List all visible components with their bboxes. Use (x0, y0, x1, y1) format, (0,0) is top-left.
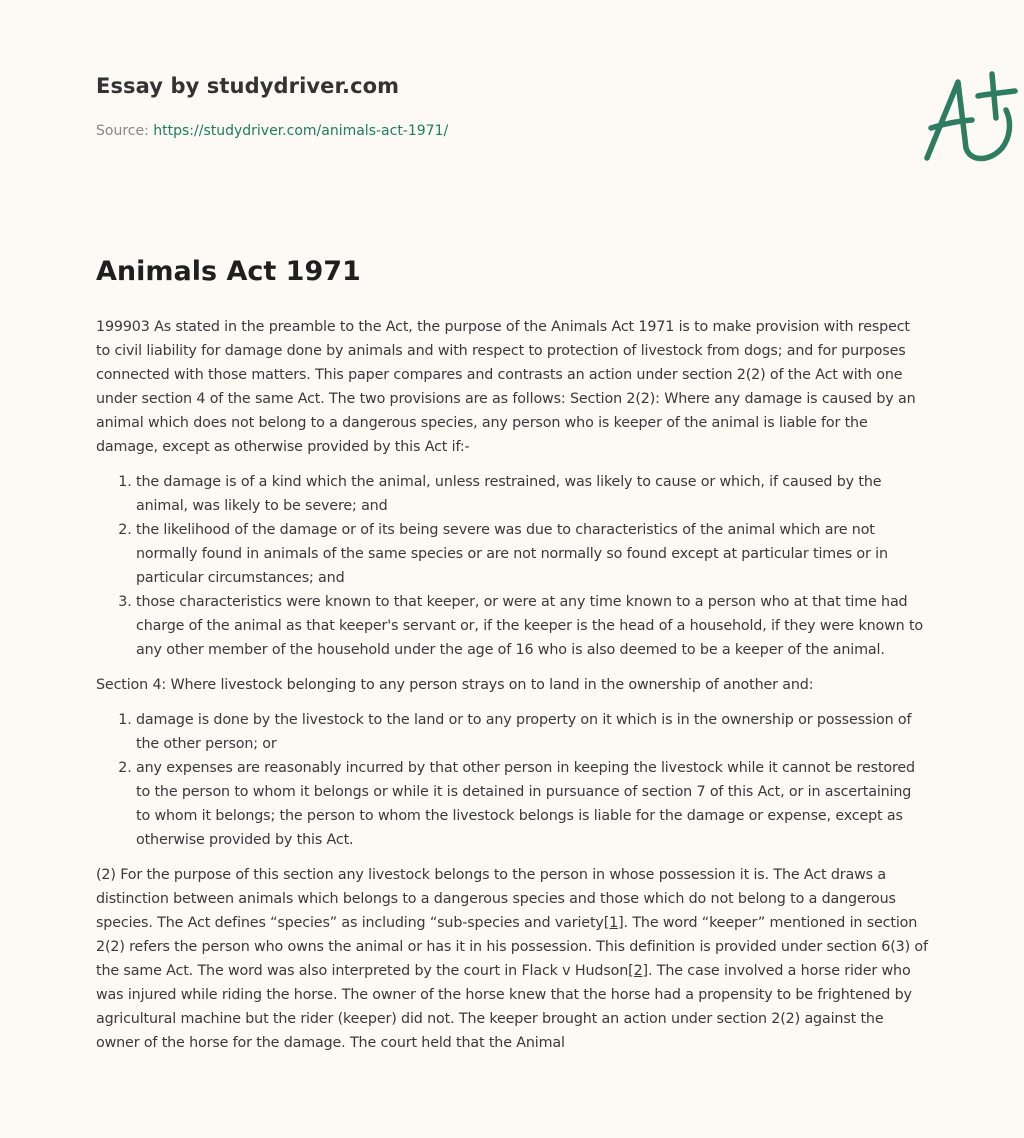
intro-paragraph: 199903 As stated in the preamble to the Act, the purpose of the Animals Act 1971 is to make provision with respect to civil liability for damage done by animals and with respect to protection of livestock from dogs; and for purposes connected with those matters. This paper compares and contrasts an action under section 2(2) of the Act with one under section 4 of the same Act. The two provisions are as follows: Section 2(2): Where any damage is caused by an animal which does not belong to a dangerous species, any person who is keeper of the animal is liable for the damage, except as otherwise provided by this Act if:- (96, 319, 916, 455)
section-4-intro: Section 4: Where livestock belonging to any person strays on to land in the ownership of another and: (96, 677, 814, 693)
source-link[interactable]: https://studydriver.com/animals-act-1971/ (153, 123, 449, 139)
paragraph-text: (2) For the purpose of this section any livestock belongs to the person in whose possession it is. The Act draws a distinction between animals which belongs to a dangerous species and those which do not belong to a dangerous species. The Act defines “species” as including “sub-species and variety (96, 867, 896, 931)
paragraph-text: . The case involved a horse rider who was injured while riding the horse. The owner of the horse knew that the horse had a propensity to be frightened by agricultural machine but the rider (keeper) did not. The keeper brought an action under section 2(2) against the owner of the horse for the damage. The court held that the Animal (96, 963, 912, 1051)
list-item: 2. any expenses are reasonably incurred by that other person in keeping the livestock while it cannot be restored to the person to whom it belongs or while it is detained in pursuance of section 7 of this Act, or in ascertaining to whom it belongs; the person to whom the livestock belongs is liable for the damage or expense, except as otherwise provided by this Act. (136, 756, 928, 852)
section-4-list (96, 708, 928, 852)
section-2-list (96, 470, 928, 662)
essay-body (96, 315, 928, 1066)
source-label: Source: (96, 123, 154, 139)
list-item: 2. the likelihood of the damage or of its being severe was due to characteristics of the animal which are not normally found in animals of the same species or are not normally so found except at particular times or in particular circumstances; and (136, 518, 928, 590)
site-title: Essay by studydriver.com (96, 74, 400, 98)
list-item: 3. those characteristics were known to that keeper, or were at any time known to a person who at that time had charge of the animal as that keeper's servant or, if the keeper is the head of a household, if they were known to any other member of the household under the age of 16 who is also deemed to be a keeper of the animal. (136, 590, 928, 662)
list-item: 1. the damage is of a kind which the animal, unless restrained, was likely to cause or which, if caused by the animal, was likely to be severe; and (136, 470, 928, 518)
essay-title: Animals Act 1971 (96, 256, 361, 287)
footnote-link-2[interactable]: [2] (628, 963, 648, 979)
a-plus-logo-icon (918, 66, 1024, 166)
final-paragraph (96, 863, 928, 1055)
list-item: 1. damage is done by the livestock to the land or to any property on it which is in the ownership or possession of the other person; or (136, 708, 928, 756)
footnote-link-1[interactable]: [1] (603, 915, 624, 931)
paragraph-text: . The word “keeper” mentioned in section 2(2) refers the person who owns the animal or has it in his possession. This definition is provided under section 6(3) of the same Act. The word was also interpreted by the court in Flack v Hudson (96, 915, 928, 979)
source-line (96, 123, 448, 139)
